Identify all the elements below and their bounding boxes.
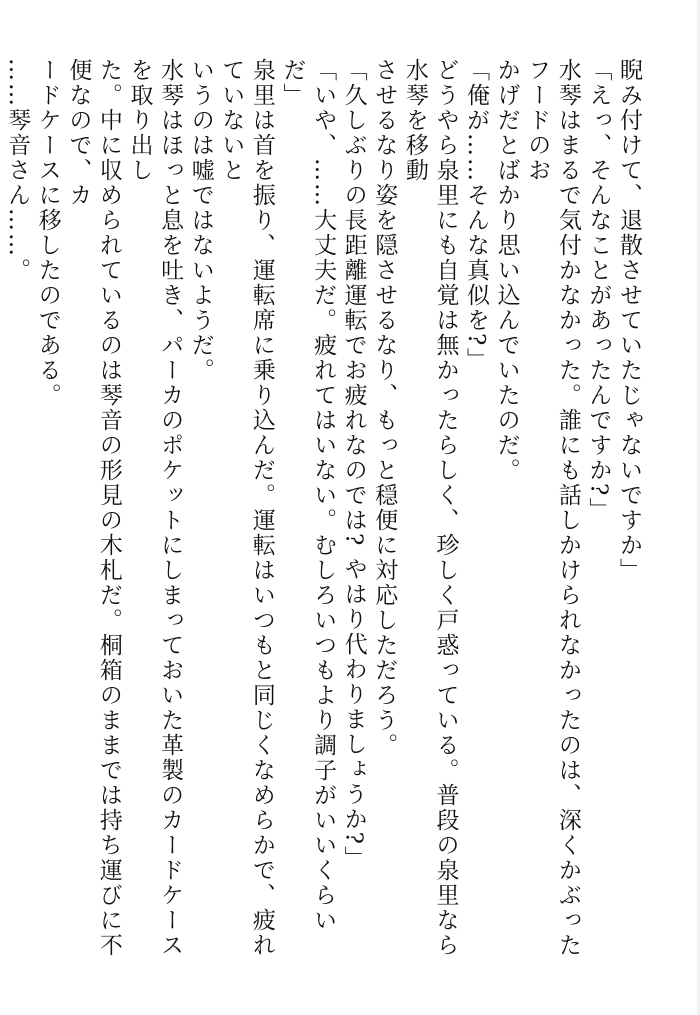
text-line: させるなり姿を隠させるなり、もっと穏便に対応しただろう。 (371, 58, 398, 758)
vertical-text-body (0, 58, 644, 963)
text-line: ……琴音さん……。 (4, 58, 31, 283)
text-line: ードケースに移したのである。 (34, 58, 61, 408)
text-line: 泉里は首を振り、運転席に乗り込んだ。運転はいつもと同じくなめらかで、疲れていないと (218, 58, 275, 958)
text-line: 「えっ、そんなことがあったんですか?」 (585, 58, 612, 523)
text-line: いうのは嘘ではないようだ。 (187, 58, 214, 383)
text-line: かげだとばかり思い込んでいたのだ。 (493, 58, 520, 483)
text-line: た。中に収められているのは琴音の形見の木札だ。桐箱のままでは持ち運びに不便なので、カ (65, 58, 122, 958)
text-line: どうやら泉里にも自覚は無かったらしく、珍しく戸惑っている。普段の泉里なら水琴を移動 (401, 58, 459, 958)
text-line: 水琴はほっと息を吐き、パーカのポケットにしまっておいた革製のカードケースを取り出し (126, 58, 184, 958)
text-line: 睨み付けて、退散させていたじゃないですか」 (616, 58, 642, 583)
text-line: 「いや、……大丈夫だ。疲れてはいない。むしろいつもより調子がいいくらいだ」 (279, 58, 337, 933)
text-line: 水琴はまるで気付かなかった。誰にも話しかけられなかったのは、深くかぶったフードのお (524, 58, 581, 958)
text-line (0, 58, 2, 963)
text-line: 「俺が……そんな真似を?」 (463, 58, 490, 373)
text-line: 「久しぶりの長距離運転でお疲れなのでは? やはり代わりましょうか?」 (340, 58, 367, 871)
